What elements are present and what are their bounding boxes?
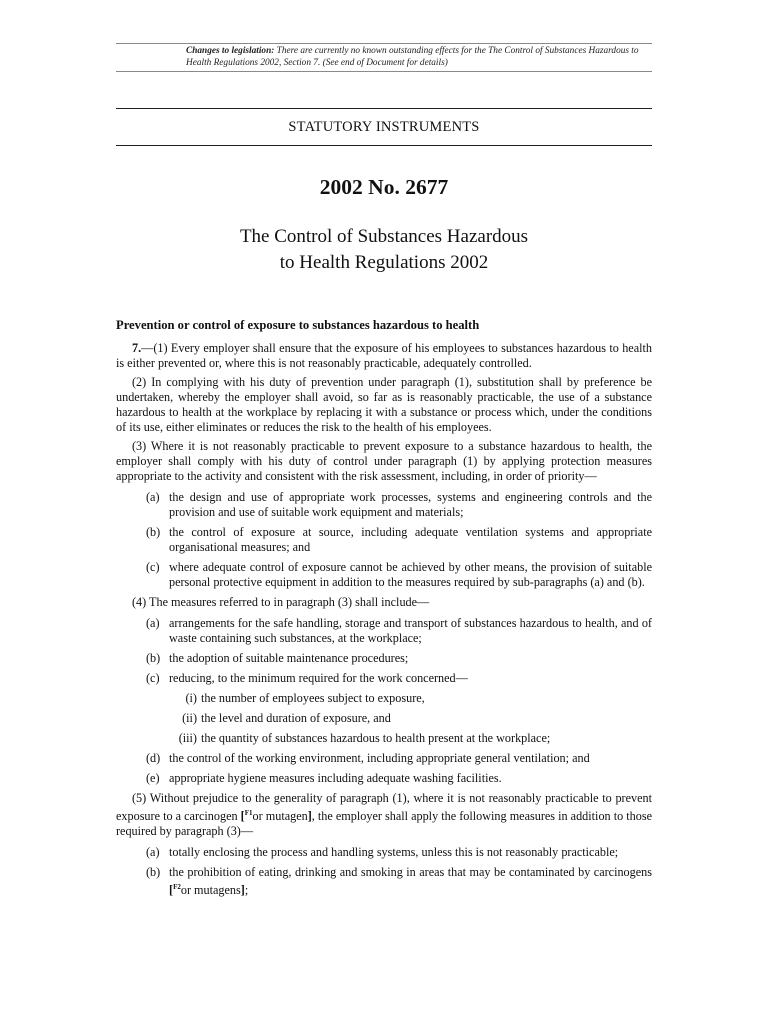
item-label: (b)	[146, 651, 161, 665]
item-text: totally enclosing the process and handling systems, unless this is not reasonably practicable;	[169, 845, 619, 859]
paragraph-5-text: (5) Without prejudice to the generality of paragraph (1), where it is not reasonably practicable to prevent exposure to a carcinogen	[116, 791, 652, 823]
paragraph-5-text-cont: , the employer shall apply the following measures in addition to those required by paragraph (3)—	[116, 809, 652, 838]
paragraph-1	[116, 341, 652, 371]
paragraph-3-item	[116, 490, 652, 520]
item-text: the control of the working environment, including appropriate general ventilation; and	[169, 751, 590, 765]
amendment-bracket-open: [	[169, 883, 174, 897]
document-title	[116, 224, 652, 276]
item-text: appropriate hygiene measures including adequate washing facilities.	[169, 771, 502, 785]
paragraph-4-subitem	[116, 691, 652, 706]
subitem-label: (i)	[185, 691, 197, 705]
title-line-1: The Control of Substances Hazardous	[239, 226, 529, 247]
item-text: the design and use of appropriate work processes, systems and engineering controls and the provision and use of suitable work equipment and materials;	[169, 490, 652, 519]
paragraph-4-item	[116, 671, 652, 686]
subitem-label: (iii)	[178, 731, 197, 745]
item-label: (a)	[146, 845, 160, 859]
item-label: (a)	[146, 616, 160, 630]
item-text-cont: ;	[244, 883, 249, 897]
item-label: (e)	[146, 771, 160, 785]
item-label: (b)	[146, 865, 161, 879]
amendment-bracket-close: ]	[307, 809, 312, 823]
subitem-text: the number of employees subject to exposure,	[201, 691, 425, 705]
paragraph-4-subitem	[116, 711, 652, 726]
paragraph-4-subitem	[116, 731, 652, 746]
paragraph-4: (4) The measures referred to in paragraph (3) shall include—	[132, 595, 430, 609]
item-text: arrangements for the safe handling, storage and transport of substances hazardous to health, and of waste containing such substances, at the workplace;	[169, 616, 652, 645]
item-label: (a)	[146, 490, 160, 504]
amendment-inserted-text: or mutagens	[180, 883, 241, 897]
section-number: 7.	[132, 341, 142, 355]
paragraph-4-item	[116, 771, 652, 786]
item-label: (d)	[146, 751, 161, 765]
paragraph-4-item	[116, 751, 652, 766]
title-line-2: to Health Regulations 2002	[279, 252, 489, 273]
amendment-ref-f2[interactable]: F2	[173, 883, 181, 891]
amendment-inserted-text: or mutagen	[252, 809, 308, 823]
item-label: (c)	[146, 560, 160, 574]
paragraph-2: (2) In complying with his duty of prevention under paragraph (1), substitution shall by preference be undertaken, whereby the employer shall avoid, so far as is reasonably practicable, the use of a substance hazardous to health at the workplace by replacing it with a substance or process which, under the conditions of its use, either eliminates or reduces the risk to the health of his employees.	[116, 375, 652, 434]
subitem-text: the level and duration of exposure, and	[201, 711, 391, 725]
paragraph-3-item	[116, 525, 652, 555]
item-text: where adequate control of exposure cannot be achieved by other means, the provision of suitable personal protective equipment in addition to the measures required by sub-paragraphs (a) and (b).	[169, 560, 652, 589]
notice-text: There are currently no known outstanding effects for the The Control of Substances Hazardous to Health Regulations 2002, Section 7. (See end of Document for details)	[186, 46, 639, 68]
paragraph-1-text: —(1) Every employer shall ensure that the exposure of his employees to substances hazardous to health is either prevented or, where this is not reasonably practicable, adequately controlled.	[116, 341, 652, 370]
paragraph-3: (3) Where it is not reasonably practicable to prevent exposure to a substance hazardous to health, the employer shall comply with his duty of control under paragraph (1) by applying protection measures appropriate to the activity and consistent with the risk assessment, including, in order of priority—	[116, 439, 652, 483]
amendment-bracket-open: [	[240, 809, 245, 823]
regulation-body	[116, 318, 652, 903]
amendment-bracket-close: ]	[240, 883, 245, 897]
subitem-label: (ii)	[182, 711, 197, 725]
item-label: (c)	[146, 671, 160, 685]
paragraph-4-item	[116, 651, 652, 666]
series-heading: STATUTORY INSTRUMENTS	[116, 108, 652, 146]
changes-notice	[116, 43, 652, 72]
notice-label: Changes to legislation:	[186, 46, 275, 56]
item-label: (b)	[146, 525, 161, 539]
item-text: the control of exposure at source, including adequate ventilation systems and appropriate organisational measures; and	[169, 525, 652, 554]
amendment-ref-f1[interactable]: F1	[244, 809, 253, 817]
paragraph-4-item	[116, 616, 652, 646]
instrument-number: 2002 No. 2677	[319, 175, 449, 199]
paragraph-3-item	[116, 560, 652, 590]
subitem-text: the quantity of substances hazardous to health present at the workplace;	[201, 731, 551, 745]
paragraph-5	[116, 791, 652, 839]
section-heading: Prevention or control of exposure to substances hazardous to health	[116, 318, 480, 332]
item-text: the adoption of suitable maintenance procedures;	[169, 651, 409, 665]
item-text: the prohibition of eating, drinking and smoking in areas that may be contaminated by carcinogens	[169, 865, 652, 879]
item-text: reducing, to the minimum required for the work concerned—	[169, 671, 468, 685]
paragraph-5-item	[116, 865, 652, 898]
paragraph-5-item	[116, 845, 652, 860]
